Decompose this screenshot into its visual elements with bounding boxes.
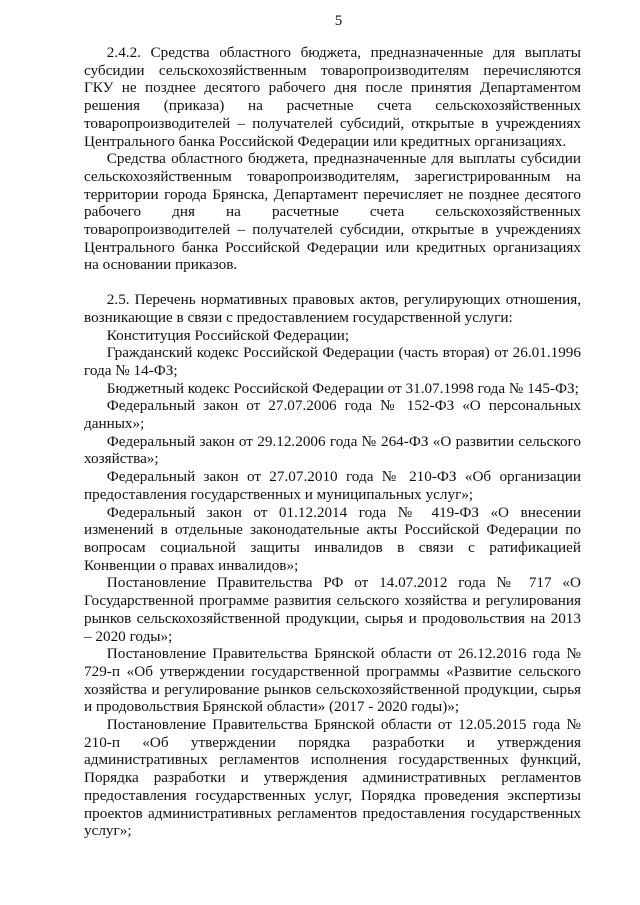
legal-act-item: Федеральный закон от 27.07.2006 года № 152-ФЗ «О персональных данных»; — [84, 397, 581, 433]
document-page — [84, 12, 581, 840]
paragraph-2-4-2-city: Средства областного бюджета, предназначенные для выплаты субсидии сельскохозяйственным товаропроизводителям, зарегистрированным на территории города Брянска, Департамент перечисляет не позднее десятого рабочего дня на расчетные счета сельскохозяйственных товаропроизводителей – получателей субсидии, открытые в учреждениях Центрального банка Российской Федерации или кредитных организациях на основании приказов. — [84, 150, 581, 274]
paragraph-2-4-2: 2.4.2. Средства областного бюджета, предназначенные для выплаты субсидии сельскохозяйственным товаропроизводителям перечисляются ГКУ не позднее десятого рабочего дня после принятия Департаментом решения (приказа) на расчетные счета сельскохозяйственных товаропроизводителей – получателей субсидий, открытые в учреждениях Центрального банка Российской Федерации или кредитных организациях. — [84, 44, 581, 150]
legal-act-item: Постановление Правительства Брянской области от 12.05.2015 года № 210-п «Об утверждении порядка разработки и утверждения административных регламентов исполнения государственных функций, Порядка разработки и утверждения административных регламентов предоставления государственных услуг, Порядка проведения экспертизы проектов административных регламентов предоставления государственных услуг»; — [84, 716, 581, 840]
legal-act-item: Федеральный закон от 29.12.2006 года № 264-ФЗ «О развитии сельского хозяйства»; — [84, 432, 581, 468]
legal-act-item: Федеральный закон от 01.12.2014 года № 419-ФЗ «О внесении изменений в отдельные законодательные акты Российской Федерации по вопросам социальной защиты инвалидов в связи с ратификацией Конвенции о правах инвалидов»; — [84, 503, 581, 574]
legal-act-item: Гражданский кодекс Российской Федерации (часть вторая) от 26.01.1996 года № 14-ФЗ; — [84, 344, 581, 379]
legal-act-item: Бюджетный кодекс Российской Федерации от 31.07.1998 года № 145-ФЗ; — [106, 379, 579, 397]
legal-act-item: Постановление Правительства РФ от 14.07.2012 года № 717 «О Государственной программе развития сельского хозяйства и регулирования рынков сельскохозяйственной продукции, сырья и продовольствия на 2013 – 2020 годы»; — [84, 574, 581, 645]
legal-act-item: Конституция Российской Федерации; — [106, 326, 350, 344]
paragraph-2-5-intro: 2.5. Перечень нормативных правовых актов, регулирующих отношения, возникающие в связи с предоставлением государственной услуги: — [84, 291, 581, 326]
legal-act-item: Постановление Правительства Брянской области от 26.12.2016 года № 729-п «Об утверждении государственной программы «Развитие сельского хозяйства и регулирование рынков сельскохозяйственной продукции, сырья и продовольствия Брянской области» (2017 - 2020 годы)»; — [84, 645, 581, 716]
page-number: 5 — [334, 13, 343, 29]
paragraph-gap — [84, 274, 581, 291]
legal-act-item: Федеральный закон от 27.07.2010 года № 210-ФЗ «Об организации предоставления государственных и муниципальных услуг»; — [84, 468, 581, 503]
